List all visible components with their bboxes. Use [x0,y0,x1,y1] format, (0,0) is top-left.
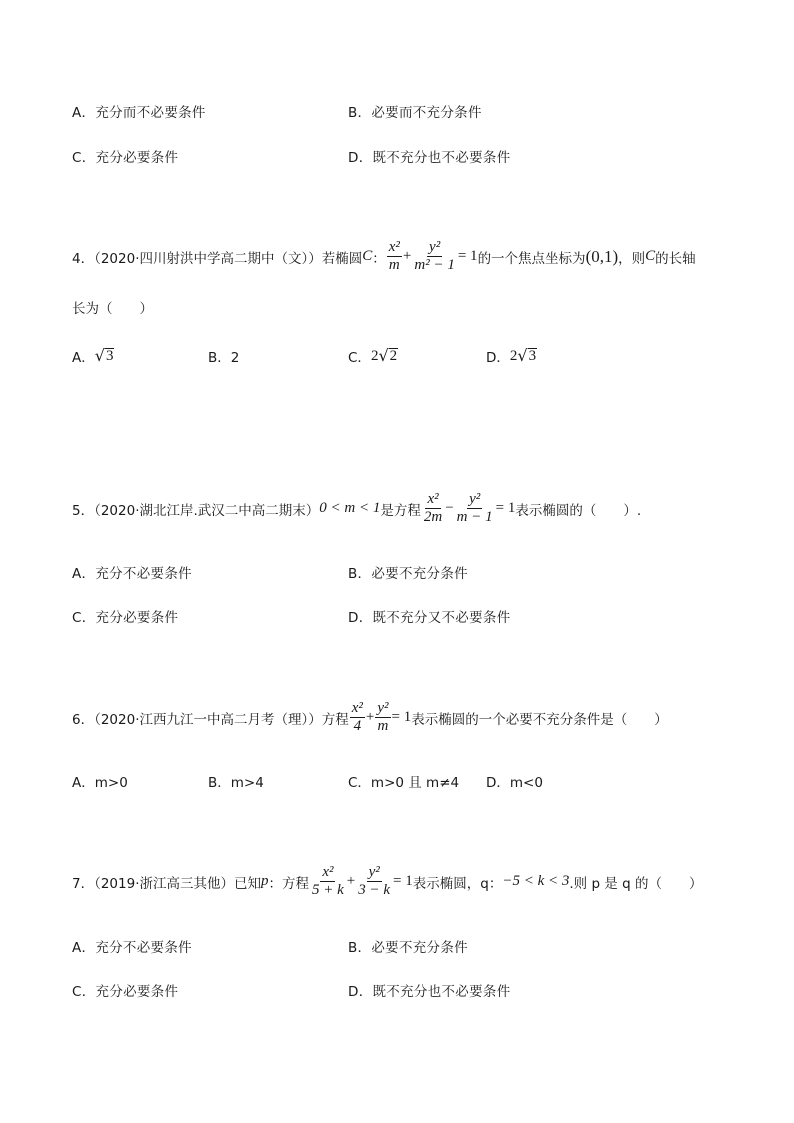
q5-minus: − [445,500,454,516]
sqrt-icon: √ [378,346,389,365]
q4-f2-denominator: m² − 1 [414,257,455,273]
q7-option-c: C．充分必要条件 [72,984,179,1000]
q5-option-a: A．充分不必要条件 [72,566,192,582]
q5-stem [72,492,641,525]
q6-option-b: B．m>4 [208,775,264,791]
q7-f1-denominator: 5 + k [312,882,344,898]
q4-option-c-radicand: 2 [389,348,398,364]
q5-f2-numerator: y² [469,491,481,507]
q7-f2-denominator: 3 − k [358,882,391,898]
q5-equals: = 1 [495,500,516,516]
q6-f1-numerator: x² [351,700,363,716]
q5-f1-numerator: x² [427,491,439,507]
q7-mid: ：方程 [268,875,309,892]
q6-f2-numerator: y² [377,700,389,716]
q4-option-d-label: D． [486,350,510,366]
q4-fraction-1 [387,240,402,273]
q3-option-c: C．充分必要条件 [72,150,179,166]
q7-condition: −5 < k < 3 [502,873,570,889]
q6-plus: + [365,709,375,725]
q7-option-d: D．既不充分也不必要条件 [348,984,511,1000]
q7-fraction-1 [310,865,346,898]
q5-option-d: D．既不充分又不必要条件 [348,610,511,626]
q6-fraction-2 [375,701,390,734]
q7-p: p [261,873,269,889]
q5-f2-denominator: m − 1 [456,509,493,525]
q7-option-a: A．充分不必要条件 [72,940,192,956]
q4-f2-numerator: y² [429,239,441,255]
q5-suffix: 表示椭圆的（ ）. [515,502,642,519]
q7-equals: = 1 [393,873,413,889]
q4-option-c [348,346,398,366]
q6-option-c: C．m>0 且 m≠4 [348,775,460,791]
q7-prefix: 7．（2019·浙江高三其他）已知 [72,875,261,892]
q5-option-c: C．充分必要条件 [72,610,179,626]
q5-mid: 是方程 [380,502,421,519]
sqrt-icon: √ [517,346,528,365]
q7-stem [72,865,702,898]
q5-condition: 0 < m < 1 [319,500,381,516]
q7-suffix: .则 p 是 q 的（ ） [569,875,703,892]
q3-option-b: B．必要而不充分条件 [348,105,482,121]
q4-prefix: 4．（2020·四川射洪中学高二期中（文））若椭圆 [72,250,363,267]
q6-equals: = 1 [391,709,412,725]
q7-f1-numerator: x² [322,864,334,880]
sqrt-icon: √ [94,346,105,365]
q3-option-a: A．充分而不必要条件 [72,105,206,121]
q4-option-a-sqrt [95,348,115,364]
q4-suffix: 的长轴 [655,250,696,267]
q4-option-b: B．2 [208,350,240,366]
q4-option-d [486,346,537,366]
q6-prefix: 6．（2020·江西九江一中高二月考（理））方程 [72,711,349,728]
q4-equals: = 1 [457,248,478,264]
q6-f1-denominator: 4 [353,718,362,734]
q6-fraction-1 [350,701,365,734]
q4-plus: + [402,248,412,264]
q5-fraction-2 [455,492,495,525]
q6-option-d: D．m<0 [486,775,543,791]
q6-option-a: A．m>0 [72,775,128,791]
q4-colon: ： [372,250,386,267]
q3-option-d: D．既不充分也不必要条件 [348,150,511,166]
q4-option-c-sqrt [378,348,398,364]
q7-option-b: B．必要不充分条件 [348,940,468,956]
q4-option-c-label: C． [348,350,371,366]
q7-plus: + [346,873,356,889]
q4-option-c-coef: 2 [370,347,379,364]
q4-f1-denominator: m [388,257,400,273]
q4-stem [72,240,696,273]
q4-option-a [72,346,114,366]
q4-stem-line2: 长为（ ） [72,301,153,317]
q4-option-d-radicand: 3 [528,348,537,364]
q4-mid: 的一个焦点坐标为 [477,250,586,267]
q4-curve-name-2: C [645,248,656,264]
q7-f2-numerator: y² [368,864,380,880]
q4-mid2: ，则 [618,250,646,267]
q5-prefix: 5．（2020·湖北江岸.武汉二中高二期末） [72,502,320,519]
q5-fraction-1 [422,492,444,525]
q6-f2-denominator: m [377,718,389,734]
q4-f1-numerator: x² [388,239,400,255]
q7-mid2: 表示椭圆，q： [412,875,503,892]
q4-fraction-2 [412,240,456,273]
q4-option-d-coef: 2 [509,347,518,364]
q4-option-a-radicand: 3 [105,348,114,364]
q5-option-b: B．必要不充分条件 [348,566,468,582]
q6-stem [72,701,668,734]
q4-option-d-sqrt [517,348,537,364]
q4-focus-point: (0,1) [585,246,619,266]
q7-fraction-2 [356,865,392,898]
q4-option-a-label: A． [72,350,95,366]
q6-suffix: 表示椭圆的一个必要不充分条件是（ ） [411,711,668,728]
q5-f1-denominator: 2m [423,509,443,525]
q4-curve-name: C [362,248,373,264]
